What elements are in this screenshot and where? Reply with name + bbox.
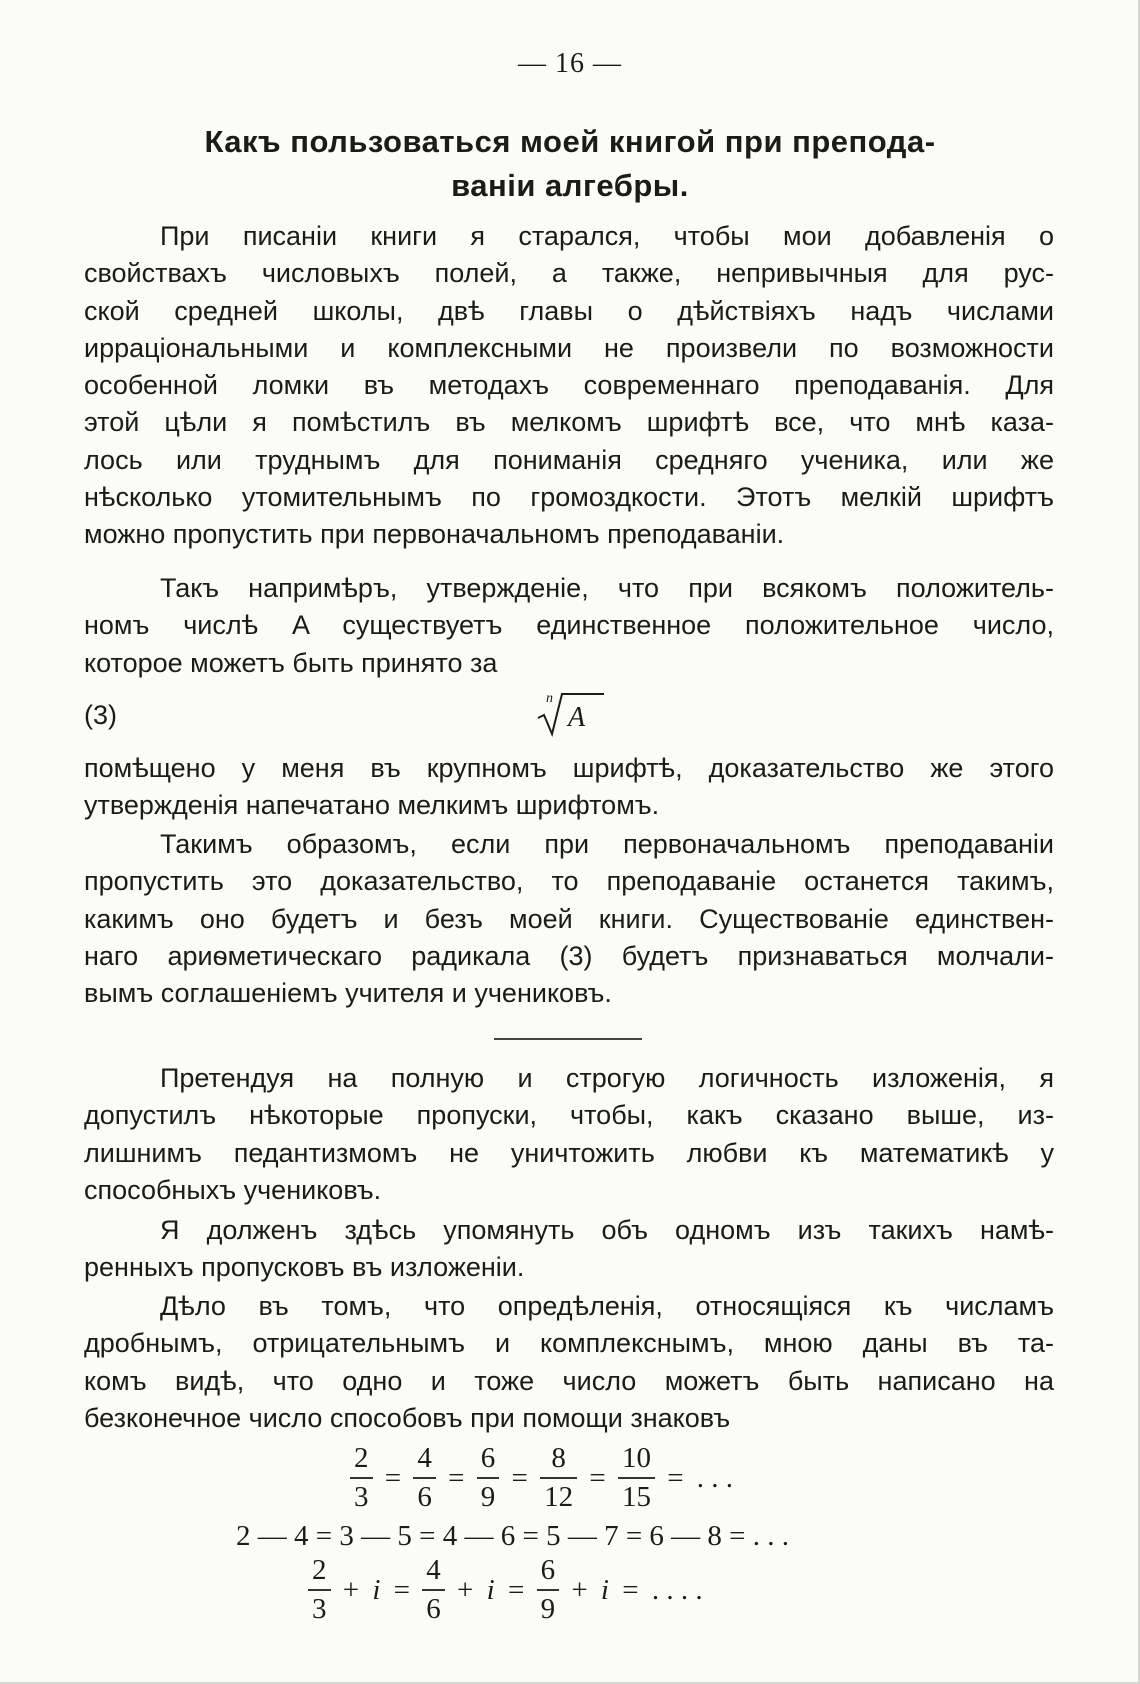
text-line: какимъ оно будетъ и безъ моей книги. Существованіе единствен- xyxy=(84,903,1054,934)
paragraph-consequence xyxy=(84,826,1054,1012)
nth-root-formula xyxy=(536,688,606,738)
text-line: Такъ напримѣръ, утвержденіе, что при всякомъ положитель- xyxy=(160,573,1054,603)
text-line: вымъ соглашеніемъ учителя и учениковъ. xyxy=(84,978,612,1009)
root-radicand: A xyxy=(568,702,586,733)
text-line: особенной ломки въ методахъ современнаго преподаванія. Для xyxy=(84,370,1054,401)
text-line: ренныхъ пропусковъ въ изложеніи. xyxy=(84,1252,525,1283)
text-line: ирраціональными и комплексными не произвели по возможности xyxy=(84,332,1054,363)
paragraph-rigor xyxy=(84,1060,1054,1209)
heading-line: ваніи алгебры. xyxy=(451,168,689,203)
text-line: ской средней школы, двѣ главы о дѣйствіяхъ надъ числами xyxy=(84,295,1054,326)
difference-equalities: 2 — 4 = 3 — 5 = 4 — 6 = 5 — 7 = 6 — 8 = . . . xyxy=(236,1520,790,1552)
equation-label: (3) xyxy=(84,700,117,730)
paragraph-example xyxy=(84,570,1054,682)
paragraph-omission xyxy=(84,1212,1054,1287)
text-line: этой цѣли я помѣстилъ въ мелкомъ шрифтѣ все, что мнѣ каза- xyxy=(84,407,1054,438)
fraction: $\frac{2}{3}$ xyxy=(308,1554,331,1626)
text-line: Такимъ образомъ, если при первоначальномъ преподаваніи xyxy=(160,829,1054,859)
text-line: Дѣло въ томъ, что опредѣленія, относящіяся къ числамъ xyxy=(160,1291,1054,1321)
text-line: которое можетъ быть принято за xyxy=(84,647,498,678)
page-number: — 16 — xyxy=(518,48,622,79)
section-divider xyxy=(494,1038,642,1040)
ellipsis: . . . . xyxy=(651,1573,703,1606)
text-line: Я долженъ здѣсь упомянуть объ одномъ изъ такихъ намѣ- xyxy=(160,1215,1054,1245)
text-line: нѣсколько утомительнымъ по громоздкости. Этотъ мелкій шрифтъ xyxy=(84,482,1054,513)
text-line: можно пропустить при первоначальномъ преподаваніи. xyxy=(84,519,785,550)
text-line: лишнимъ педантизмомъ не уничтожить любви къ математикѣ у xyxy=(84,1137,1054,1168)
paragraph-proof-note xyxy=(84,750,1054,825)
fraction: $\frac{6}{9}$ xyxy=(537,1554,560,1626)
text-line: номъ числѣ A существуетъ единственное положительное число, xyxy=(84,610,1054,641)
root-index: n xyxy=(546,691,553,706)
text-line: Претендуя на полную и строгую логичность изложенія, я xyxy=(160,1063,1054,1093)
text-line: лось или труднымъ для пониманія средняго ученика, или же xyxy=(84,444,1054,475)
text-line: дробнымъ, отрицательнымъ и комплекснымъ, мною даны въ та- xyxy=(84,1328,1054,1359)
fraction: $\frac{6}{9}$ xyxy=(477,1442,500,1514)
fraction-equalities: $\frac{2}{3}$ = $\frac{4}{6}$ = $\frac{6}{9}$ = $\frac{8}{12}$ = $\frac{10}{15}$ = . . . xyxy=(348,1442,848,1514)
section-heading xyxy=(120,120,1020,208)
fraction: $\frac{4}{6}$ xyxy=(422,1554,445,1626)
text-line: При писаніи книги я старался, чтобы мои добавленія о xyxy=(160,221,1054,251)
complex-equalities: $\frac{2}{3}$ + i = $\frac{4}{6}$ + i = $\frac{6}{9}$ + i = . . . . xyxy=(306,1554,866,1626)
text-line: допустилъ нѣкоторые пропуски, чтобы, какъ сказано выше, из- xyxy=(84,1100,1054,1131)
ellipsis: . . . xyxy=(696,1461,734,1494)
text-line: пропустить это доказательство, то преподаваніе останется такимъ, xyxy=(84,866,1054,897)
fraction: $\frac{2}{3}$ xyxy=(350,1442,373,1514)
text-line: свойствахъ числовыхъ полей, а также, непривычныя для рус- xyxy=(84,258,1054,289)
fraction: $\frac{8}{12}$ xyxy=(540,1442,577,1514)
text-line: способныхъ учениковъ. xyxy=(84,1174,382,1205)
fraction: $\frac{4}{6}$ xyxy=(413,1442,436,1514)
paragraph-intro xyxy=(84,218,1054,554)
fraction: $\frac{10}{15}$ xyxy=(618,1442,655,1514)
text-line: безконечное число способовъ при помощи знаковъ xyxy=(84,1402,731,1433)
text-line: утвержденія напечатано мелкимъ шрифтомъ. xyxy=(84,790,660,821)
text-line: помѣщено у меня въ крупномъ шрифтѣ, доказательство же этого xyxy=(84,753,1054,783)
paragraph-definitions xyxy=(84,1288,1054,1437)
heading-line: Какъ пользоваться моей книгой при препода- xyxy=(204,124,936,159)
text-line: комъ видѣ, что одно и тоже число можетъ быть написано на xyxy=(84,1365,1054,1396)
text-line: наго ариѳметическаго радикала (3) будетъ признаваться молчали- xyxy=(84,940,1054,971)
